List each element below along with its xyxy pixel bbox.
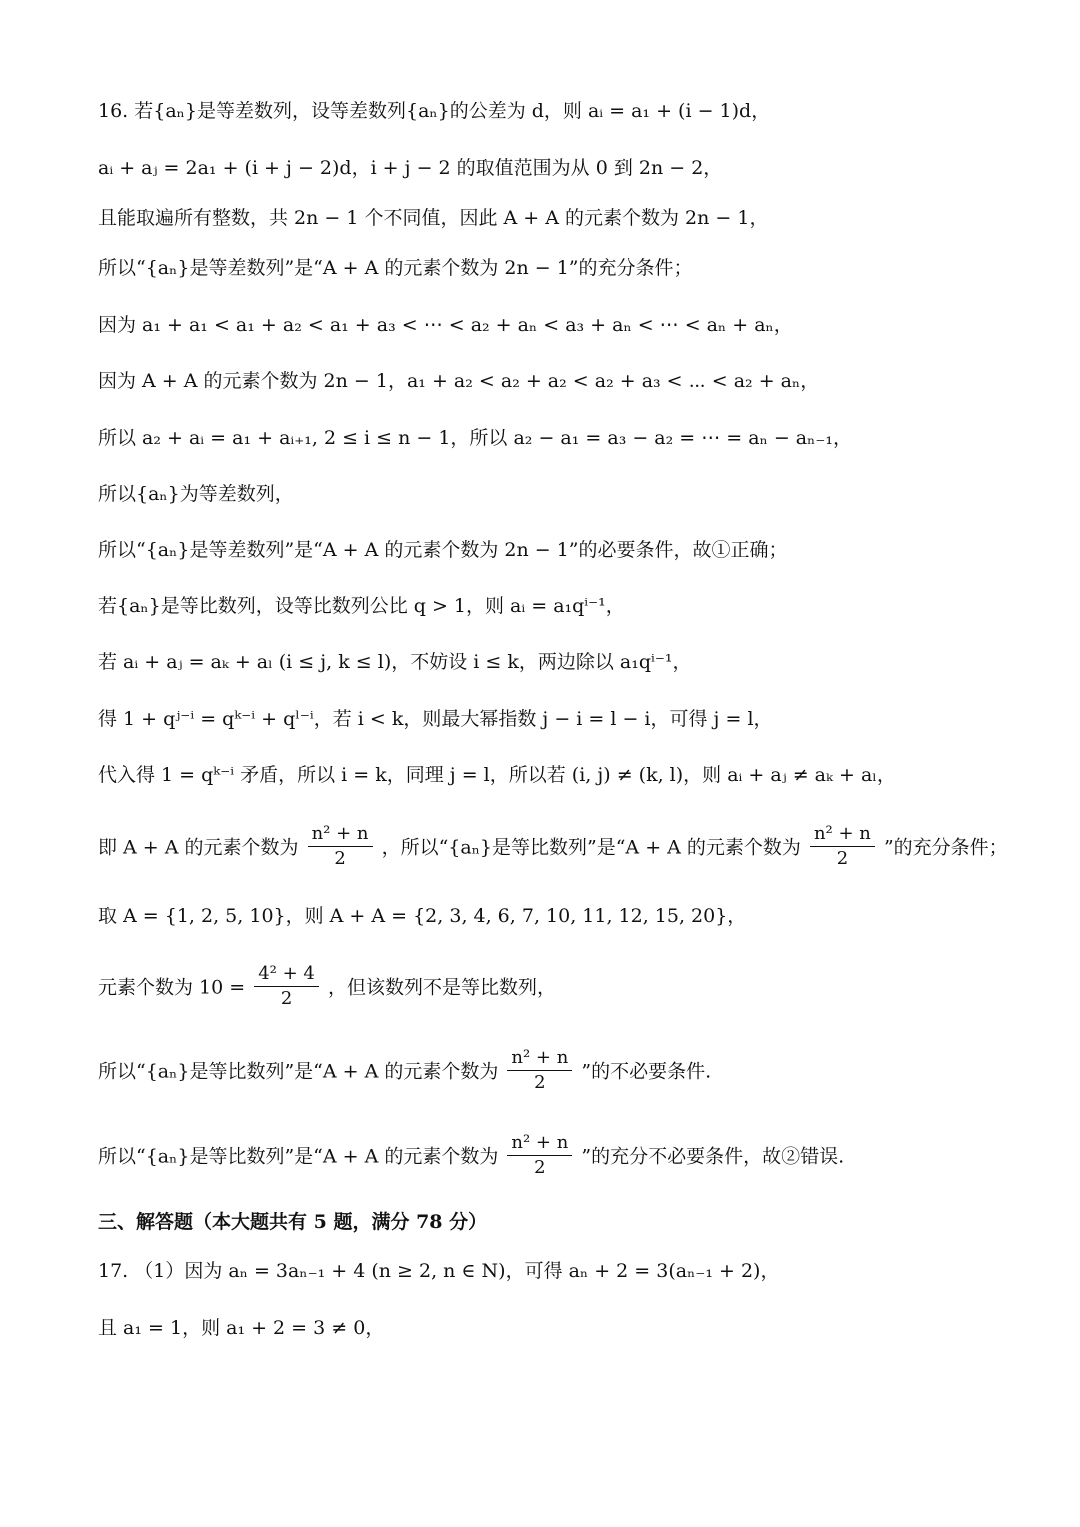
text-line: 所以“{aₙ}是等差数列”是“A + A 的元素个数为 2n − 1”的充分条件； xyxy=(98,257,693,279)
text-line: 因为 a₁ + a₁ < a₁ + a₂ < a₁ + a₃ < ⋯ < a₂ + aₙ < a₃ + aₙ < ⋯ < aₙ + aₙ， xyxy=(98,314,793,336)
text-segment: ”的充分条件； xyxy=(883,836,1008,859)
text-line: 得 1 + qʲ⁻ⁱ = qᵏ⁻ⁱ + qˡ⁻ⁱ，若 i < k，则最大幂指数 j − i = l − i，可得 j = l， xyxy=(98,708,773,730)
text-line-with-fractions xyxy=(98,824,1040,873)
text-segment: ”的不必要条件. xyxy=(581,1060,712,1083)
fraction-denominator: 2 xyxy=(534,1157,546,1178)
fraction-denominator: 2 xyxy=(334,848,346,869)
fraction xyxy=(254,962,319,1011)
fraction xyxy=(507,1046,572,1095)
text-line: aᵢ + aⱼ = 2a₁ + (i + j − 2)d，i + j − 2 的取值范围为从 0 到 2n − 2， xyxy=(98,157,723,179)
text-segment: 元素个数为 10 = xyxy=(98,976,246,999)
fraction-numerator: 4² + 4 xyxy=(254,962,319,987)
text-line: 代入得 1 = qᵏ⁻ⁱ 矛盾，所以 i = k，同理 j = l，所以若 (i, j) ≠ (k, l)，则 aᵢ + aⱼ ≠ aₖ + aₗ， xyxy=(98,764,896,786)
text-line: 且 a₁ = 1，则 a₁ + 2 = 3 ≠ 0， xyxy=(98,1317,385,1339)
fraction-denominator: 2 xyxy=(836,848,849,869)
fraction-denominator: 2 xyxy=(280,988,293,1009)
text-line: 若 aᵢ + aⱼ = aₖ + aₗ (i ≤ j, k ≤ l)，不妨设 i ≤ k，两边除以 a₁qⁱ⁻¹， xyxy=(98,651,692,673)
text-line: 若{aₙ}是等比数列，设等比数列公比 q > 1，则 aᵢ = a₁qⁱ⁻¹， xyxy=(98,595,625,617)
fraction-numerator: n² + n xyxy=(507,1131,572,1156)
text-line: 且能取遍所有整数，共 2n − 1 个不同值，因此 A + A 的元素个数为 2n − 1， xyxy=(98,207,769,229)
fraction xyxy=(308,822,373,871)
fraction-numerator: n² + n xyxy=(810,822,875,847)
text-line: 因为 A + A 的元素个数为 2n − 1，a₁ + a₂ < a₂ + a₂ < a₂ + a₃ < ⋯ < a₂ + aₙ， xyxy=(98,370,820,392)
text-line: 17. （1）因为 aₙ = 3aₙ₋₁ + 4 (n ≥ 2, n ∈ N)，可得 aₙ + 2 = 3(aₙ₋₁ + 2)， xyxy=(98,1260,780,1282)
fraction xyxy=(810,822,875,871)
text-line: 取 A = {1, 2, 5, 10}，则 A + A = {2, 3, 4, 6, 7, 10, 11, 12, 15, 20}， xyxy=(98,905,747,927)
text-line: 所以 a₂ + aᵢ = a₁ + aᵢ₊₁, 2 ≤ i ≤ n − 1，所以 a₂ − a₁ = a₃ − a₂ = ⋯ = aₙ − aₙ₋₁， xyxy=(98,427,852,449)
text-segment: ，但该数列不是等比数列， xyxy=(327,976,556,999)
fraction-numerator: n² + n xyxy=(308,822,373,847)
text-line-with-fraction xyxy=(98,1048,1040,1097)
fraction-denominator: 2 xyxy=(534,1072,546,1093)
text-segment: 所以“{aₙ}是等比数列”是“A + A 的元素个数为 xyxy=(98,1145,499,1168)
text-line: 所以{aₙ}为等差数列， xyxy=(98,483,294,505)
text-line: 16. 若{aₙ}是等差数列，设等差数列{aₙ}的公差为 d，则 aᵢ = a₁ + (i − 1)d， xyxy=(98,100,771,122)
text-segment: 所以“{aₙ}是等比数列”是“A + A 的元素个数为 xyxy=(98,1060,499,1083)
fraction-numerator: n² + n xyxy=(507,1046,572,1071)
text-line-with-fraction xyxy=(98,1133,1040,1182)
text-segment: ，所以“{aₙ}是等比数列”是“A + A 的元素个数为 xyxy=(381,836,801,859)
section-heading: 三、解答题（本大题共有 5 题，满分 78 分） xyxy=(98,1211,488,1233)
text-line: 所以“{aₙ}是等差数列”是“A + A 的元素个数为 2n − 1”的必要条件，故①正确； xyxy=(98,539,788,561)
fraction xyxy=(507,1131,572,1180)
text-segment: 即 A + A 的元素个数为 xyxy=(98,836,299,859)
text-line-with-fraction xyxy=(98,964,1040,1013)
text-segment: ”的充分不必要条件，故②错误. xyxy=(581,1145,845,1168)
